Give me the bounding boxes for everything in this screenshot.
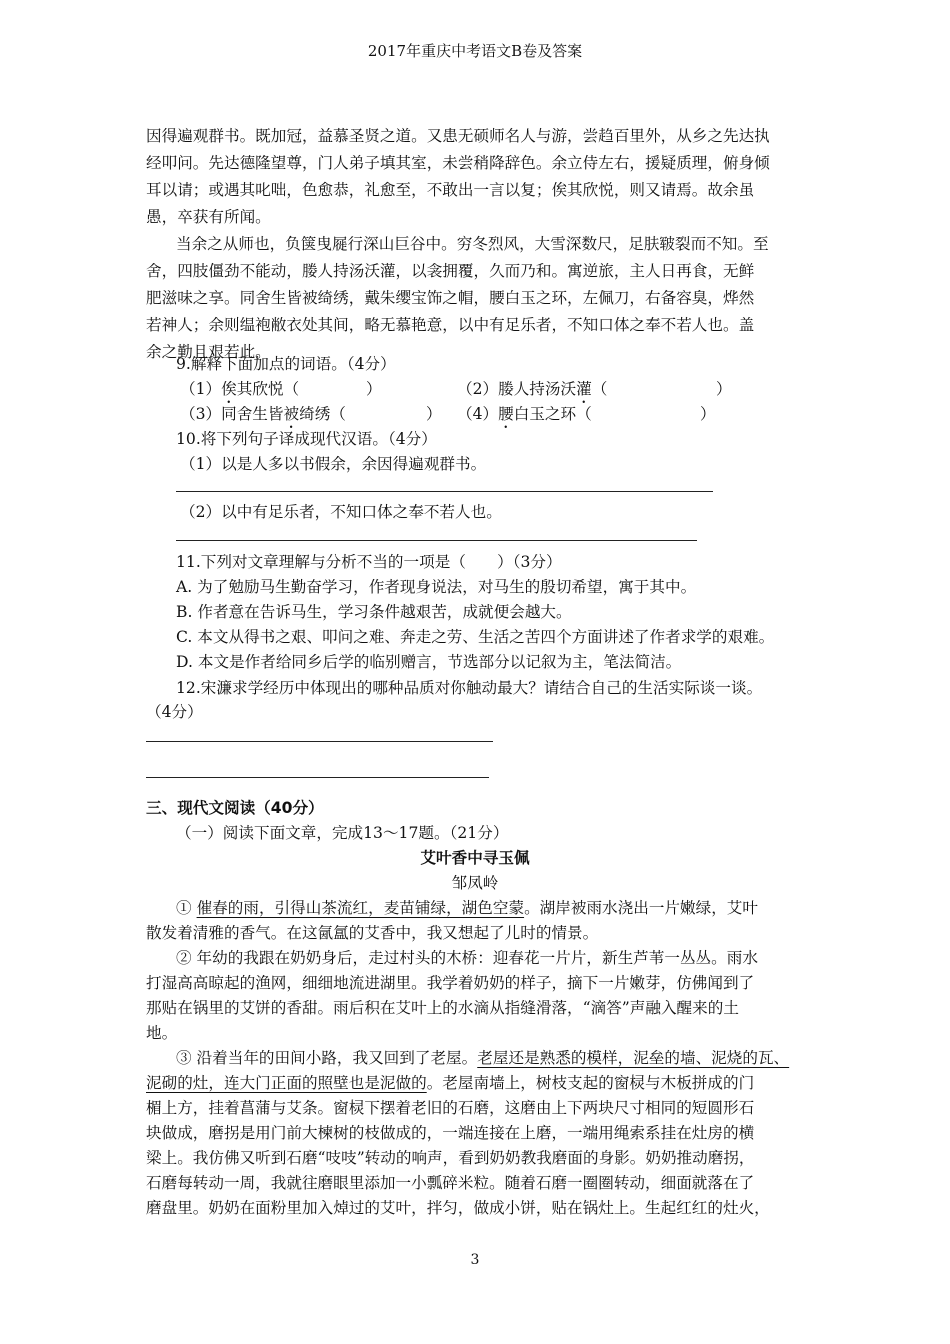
question-11-option-b: B. 作者意在告诉马生，学习条件越艰苦，成就便会越大。 [176,603,572,621]
article-title: 艾叶香中寻玉佩 [420,849,530,867]
page-number: 3 [470,1252,480,1268]
article-line: 磨盘里。奶奶在面粉里加入焯过的艾叶，拌匀，做成小饼，贴在锅灶上。生起红红的灶火， [146,1199,770,1217]
question-9-item-1: （1）俟其欣悦（ [180,380,300,398]
question-12-score: （4分） [146,703,203,721]
article-line: 散发着清雅的香气。在这氤氲的艾香中，我又想起了儿时的情景。 [146,924,599,942]
question-12-stem: 12.宋濂求学经历中体现出的哪种品质对你触动最大？请结合自己的生活实际谈一谈。 [176,679,763,697]
answer-line[interactable] [176,540,697,541]
question-9-item-2: （2）媵人持汤沃灌（ [457,380,608,398]
passage-line: 舍，四肢僵劲不能动，媵人持汤沃灌，以衾拥覆，久而乃和。寓逆旅，主人日再食，无鲜 [146,262,755,280]
article-line: 泥砌的灶，连大门正面的照壁也是泥做的。老屋南墙上，树枝支起的窗棂与木板拼成的门 [146,1074,755,1092]
answer-line[interactable] [146,777,489,778]
question-9-item-3-close: ） [426,405,442,423]
section-3-subtitle: （一）阅读下面文章，完成13～17题。（21分） [176,824,509,842]
article-line: 石磨每转动一周，我就往磨眼里添加一小瓢碎米粒。随着石磨一圈圈转动，细面就落在了 [146,1174,755,1192]
question-9-item-2-close: ） [716,380,732,398]
article-line: ③ 沿着当年的田间小路，我又回到了老屋。老屋还是熟悉的模样，泥垒的墙、泥烧的瓦、 [176,1049,790,1067]
question-10-sentence-2: （2）以中有足乐者，不知口体之奉不若人也。 [180,503,502,521]
question-9-item-4: （4）腰白玉之环（ [457,405,592,423]
article-author: 邹凤岭 [451,874,499,892]
question-10-stem: 10.将下列句子译成现代汉语。（4分） [176,430,437,448]
answer-line[interactable] [146,741,493,742]
question-11-option-c: C. 本文从得书之艰、叩问之难、奔走之劳、生活之苦四个方面讲述了作者求学的艰难。 [176,628,775,646]
question-9-item-4-close: ） [700,405,716,423]
passage-line: 肥滋味之享。同舍生皆被绮绣，戴朱缨宝饰之帽，腰白玉之环，左佩刀，右备容臭，烨然 [146,289,755,307]
passage-line: 因得遍观群书。既加冠，益慕圣贤之道。又患无硕师名人与游，尝趋百里外，从乡之先达执 [146,127,770,145]
question-11-stem: 11.下列对文章理解与分析不当的一项是（ ）（3分） [176,553,562,571]
passage-line: 若神人；余则缊袍敝衣处其间，略无慕艳意，以中有足乐者，不知口体之奉不若人也。盖 [146,316,755,334]
question-9-stem: 9.解释下面加点的词语。（4分） [176,355,396,373]
passage-line: 愚，卒获有所闻。 [146,208,271,226]
passage-line: 经叩问。先达德隆望尊，门人弟子填其室，未尝稍降辞色。余立侍左右，援疑质理，俯身倾 [146,154,770,172]
passage-line: 余之勤且艰若此。 [146,343,271,361]
question-11-option-d: D. 本文是作者给同乡后学的临别赠言，节选部分以记叙为主，笔法简洁。 [176,653,682,671]
question-11-option-a: A. 为了勉励马生勤奋学习，作者现身说法，对马生的殷切希望，寓于其中。 [176,578,697,596]
article-line: 打湿高高晾起的渔网，细细地流进湖里。我学着奶奶的样子，摘下一片嫩芽，仿佛闻到了 [146,974,755,992]
page-header: 2017年重庆中考语文B卷及答案 [367,42,583,60]
article-line: 那贴在锅里的艾饼的香甜。雨后积在艾叶上的水滴从指缝滑落，“滴答”声融入醒来的土 [146,999,739,1017]
answer-line[interactable] [176,491,713,492]
article-line: ② 年幼的我跟在奶奶身后，走过村头的木桥：迎春花一片片，新生芦苇一丛丛。雨水 [176,949,758,967]
passage-line: 当余之从师也，负箧曳屣行深山巨谷中。穷冬烈风，大雪深数尺，足肤皲裂而不知。至 [176,235,769,253]
article-line: 块做成，磨拐是用门前大楝树的枝做成的，一端连接在上磨，一端用绳索系挂在灶房的横 [146,1124,755,1142]
question-9-item-3: （3）同舍生皆被绮绣（ [180,405,346,423]
question-10-sentence-1: （1）以是人多以书假余，余因得遍观群书。 [180,455,487,473]
question-9-item-1-close: ） [366,380,382,398]
section-3-title: 三、现代文阅读（40分） [146,799,324,817]
passage-line: 耳以请；或遇其叱咄，色愈恭，礼愈至，不敢出一言以复；俟其欣悦，则又请焉。故余虽 [146,181,755,199]
article-line: ① 催春的雨，引得山茶流红，麦苗铺绿，湖色空蒙。湖岸被雨水浇出一片嫩绿，艾叶 [176,899,758,917]
article-line: 楣上方，挂着菖蒲与艾条。窗棂下摆着老旧的石磨，这磨由上下两块尺寸相同的短圆形石 [146,1099,755,1117]
article-line: 地。 [146,1024,178,1042]
article-line: 梁上。我仿佛又听到石磨“吱吱”转动的响声，看到奶奶教我磨面的身影。奶奶推动磨拐， [146,1149,755,1167]
